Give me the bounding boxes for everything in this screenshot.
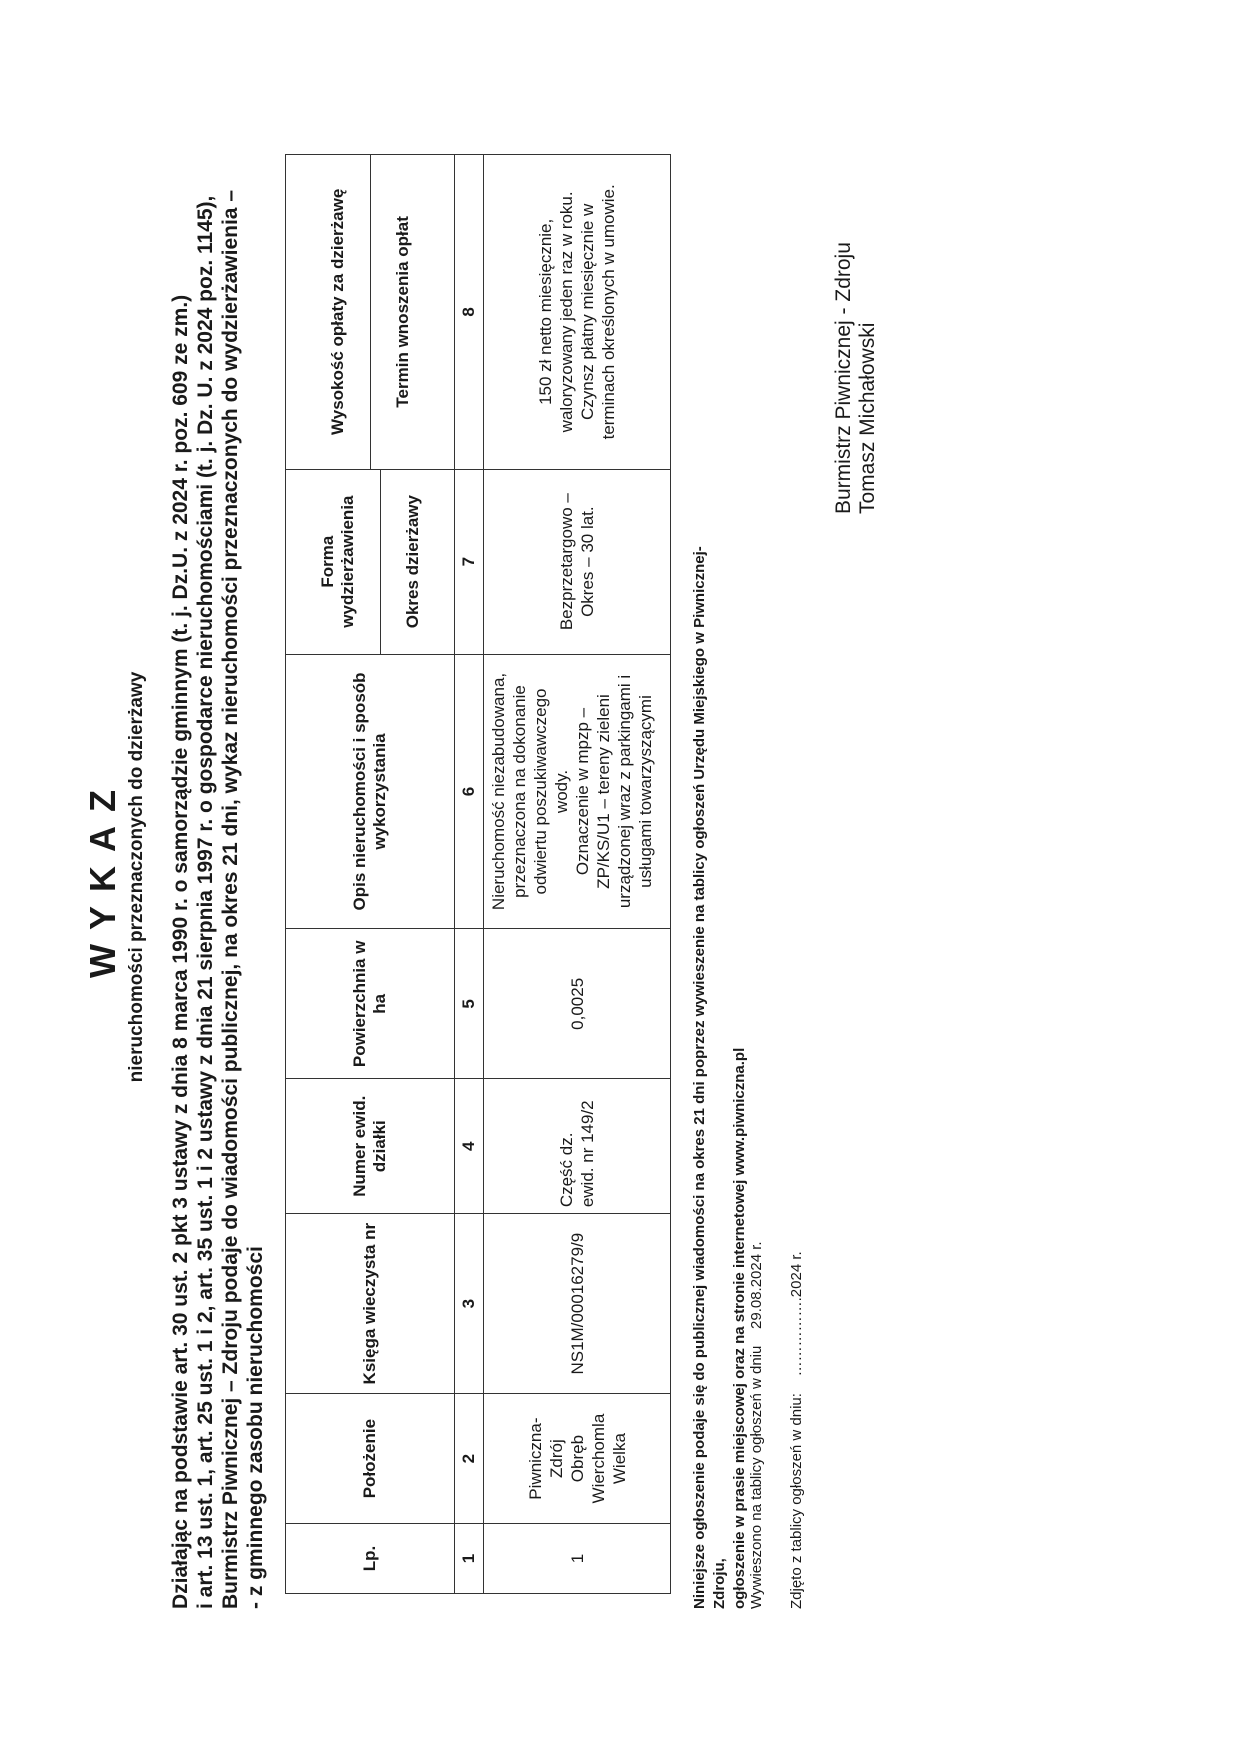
column-number: 4 (455, 1079, 484, 1214)
intro-paragraph (168, 139, 268, 1609)
cell-line: Wielka (609, 1433, 629, 1485)
header-polozenie: Położenie (286, 1394, 455, 1524)
cell-line: wody. (552, 769, 571, 814)
header-oplata-top: Wysokość opłaty za dzierżawę (328, 155, 371, 469)
cell-line: Obręb (567, 1434, 587, 1483)
intro-line: Burmistrz Piwnicznej – Zdroju podaje do wiadomości publicznej, na okres 21 dni, wykaz nieruchomości przeznaczonych do wydzierżawienia – (219, 190, 242, 1609)
cell-oplata (484, 155, 671, 470)
property-table (285, 154, 671, 1594)
signature-title: Burmistrz Piwnicznej - Zdroju (832, 242, 855, 514)
publication-note (690, 509, 750, 1609)
cell-line: Nieruchomość niezabudowana, (489, 672, 508, 911)
removed-label: Zdjęto z tablicy ogłoszeń w dniu: (788, 1393, 805, 1609)
cell-line: Oznaczenie w mpzp – (573, 707, 592, 876)
header-forma-bottom: Okres dzierżawy (402, 495, 422, 629)
document-title: WYKAZ (82, 776, 123, 978)
removed-value: …………….2024 r. (788, 1251, 805, 1377)
publication-note-line: Niniejsze ogłoszenie podaje się do publicznej wiadomości na okres 21 dni poprzez wywieszenie na tablicy ogłoszeń Urzędu Miejskiego w Piwnicznej-Zdroju, (691, 546, 728, 1609)
intro-line: - z gminnego zasobu nieruchomości (244, 1246, 267, 1609)
header-opis: Opis nieruchomości i sposób wykorzystania (286, 654, 455, 929)
cell-line: ewid. nr 149/2 (578, 1100, 597, 1208)
cell-line: Czynsz płatny miesięcznie w (578, 203, 597, 421)
header-row (286, 155, 455, 1594)
signature-block (832, 242, 880, 514)
cell-line: Okres – 30 lat. (578, 506, 597, 617)
cell-line: waloryzowany jeden raz w roku. (557, 191, 576, 433)
cell-line: Piwniczna- (525, 1417, 545, 1500)
column-number: 5 (455, 929, 484, 1079)
header-numer: Numer ewid. działki (286, 1079, 455, 1214)
cell-ksiega: NS1M/00016279/9 (484, 1214, 671, 1394)
cell-line: ZP/KS/U1 – tereny zieleni (594, 694, 613, 889)
column-number: 8 (455, 155, 484, 470)
cell-line: terminach określonych w umowie. (599, 184, 618, 440)
table-row (484, 155, 671, 1594)
signature-name: Tomasz Michałowski (856, 322, 879, 514)
column-number: 7 (455, 469, 484, 654)
header-lp: Lp. (286, 1524, 455, 1594)
column-number: 2 (455, 1394, 484, 1524)
header-ksiega: Księga wieczysta nr (286, 1214, 455, 1394)
posted-label: Wywieszono na tablicy ogłoszeń w dniu (748, 1345, 765, 1609)
cell-line: przeznaczona na dokonanie (510, 685, 529, 898)
header-oplata-bottom: Termin wnoszenia opłat (392, 216, 412, 408)
header-oplata (286, 155, 455, 470)
cell-numer (484, 1079, 671, 1214)
cell-line: Część dz. (557, 1132, 576, 1208)
publication-note-line: ogłoszenie w prasie miejscowej oraz na stronie internetowej www.piwniczna.pl (731, 1047, 748, 1609)
cell-line: urządzonej wraz z parkingami i (615, 674, 634, 909)
cell-opis (484, 654, 671, 929)
intro-line: i art. 13 ust. 1, art. 25 ust. 1 i 2, art. 35 ust. 1 i 2 ustawy z dnia 21 sierpnia 1997 r. o gospodarce nieruchomościami (t. j. Dz. U. z 2024 poz. 1145), (194, 195, 217, 1609)
cell-line: usługami towarzyszącymi (636, 695, 655, 888)
cell-line: Wierchomla (588, 1413, 608, 1504)
column-number: 3 (455, 1214, 484, 1394)
column-number: 6 (455, 654, 484, 929)
posted-value: 29.08.2024 r. (748, 1241, 765, 1329)
cell-forma (484, 469, 671, 654)
intro-line: Działając na podstawie art. 30 ust. 2 pkt 3 ustawy z dnia 8 marca 1990 r. o samorządzie gminnym (t. j. Dz.U. z 2024 r. poz. 609 ze zm.) (169, 294, 192, 1609)
posted-date (748, 1241, 765, 1609)
header-powierzchnia: Powierzchnia w ha (286, 929, 455, 1079)
cell-line: 150 zł netto miesięcznie, (536, 218, 555, 405)
cell-line: Bezprzetargowo – (557, 493, 576, 631)
document-subtitle: nieruchomości przeznaczonych do dzierżawy (126, 671, 147, 1083)
removed-date (788, 1251, 805, 1609)
cell-line: Zdrój (546, 1439, 566, 1478)
header-forma (286, 469, 455, 654)
cell-line: odwiertu poszukiwawczego (531, 688, 550, 895)
cell-powierzchnia: 0,0025 (484, 929, 671, 1079)
header-forma-top: Forma wydzierżawienia (318, 470, 381, 654)
cell-lp: 1 (484, 1524, 671, 1594)
cell-polozenie (484, 1394, 671, 1524)
column-number-row (455, 155, 484, 1594)
column-number: 1 (455, 1524, 484, 1594)
